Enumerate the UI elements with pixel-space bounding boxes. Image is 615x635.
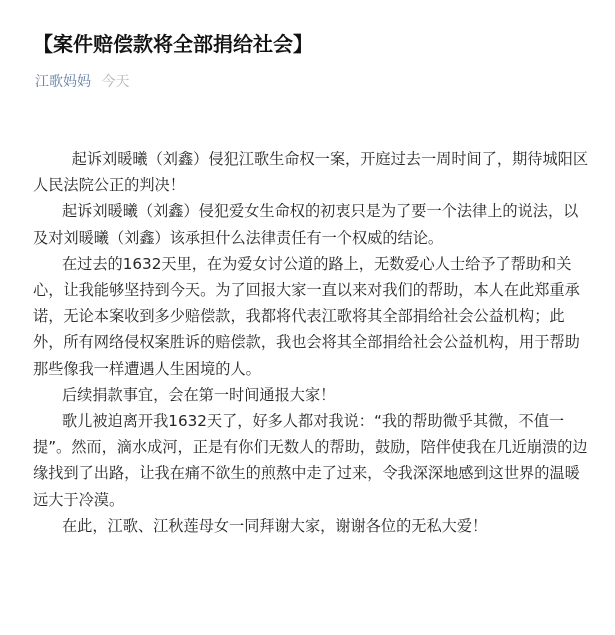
- article-paragraph: 起诉刘暖曦（刘鑫）侵犯爱女生命权的初衷只是为了要一个法律上的说法，以及对刘暖曦（刘鑫）该承担什么法律责任有一个权威的结论。: [33, 202, 579, 247]
- author-link[interactable]: 江歌妈妈: [35, 74, 91, 90]
- article-paragraph: 起诉刘暖曦（刘鑫）侵犯江歌生命权一案，开庭过去一周时间了，期待城阳区人民法院公正的判决！: [33, 150, 588, 195]
- article-meta: [35, 72, 129, 92]
- article-title: 【案件赔偿款将全部捐给社会】: [33, 32, 313, 56]
- article-paragraph: 在过去的1632天里，在为爱女讨公道的路上，无数爱心人士给予了帮助和关心，让我能够坚持到今天。为了回报大家一直以来对我们的帮助，本人在此郑重承诺，无论本案收到多少赔偿款，我都将代表江歌将其全部捐给社会公益机构；此外，所有网络侵权案胜诉的赔偿款，我也会将其全部捐给社会公益机构，用于帮助那些像我一样遭遇人生困境的人。: [33, 254, 580, 378]
- article-paragraph: 歌儿被迫离开我1632天了，好多人都对我说：“我的帮助微乎其微，不值一提”。然而，滴水成河，正是有你们无数人的帮助，鼓励，陪伴使我在几近崩溃的边缘找到了出路，让我在痛不欲生的煎熬中走了过来，令我深深地感到这世界的温暖远大于冷漠。: [33, 412, 588, 509]
- publish-date: 今天: [101, 74, 130, 90]
- article-paragraph: 后续捐款事宜，会在第一时间通报大家！: [33, 385, 336, 404]
- article-paragraph: 在此，江歌、江秋莲母女一同拜谢大家，谢谢各位的无私大爱！: [33, 516, 488, 535]
- article-body: [33, 146, 591, 539]
